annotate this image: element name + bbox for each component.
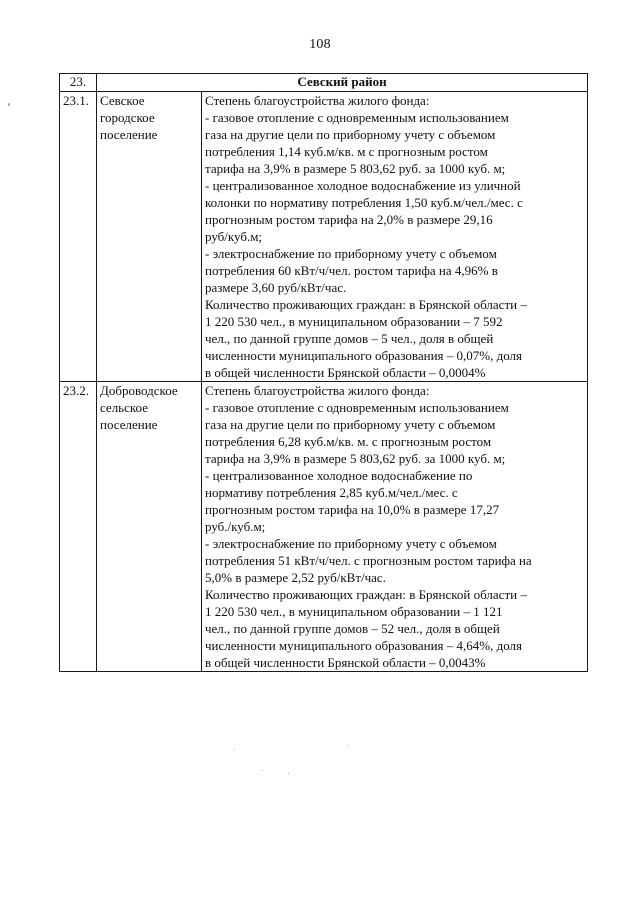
description-line: чел., по данной группе домов – 52 чел., доля в общей [205, 621, 500, 636]
description-line: прогнозным ростом тарифа на 2,0% в размере 29,16 [205, 212, 493, 227]
description-line: газа на другие цели по приборному учету с объемом [205, 417, 496, 432]
municipality-name-line: Севское [100, 93, 145, 108]
description-line: - централизованное холодное водоснабжение по [205, 468, 473, 483]
description-line: в общей численности Брянской области – 0,0004% [205, 365, 486, 380]
description-line: колонки по нормативу потребления 1,50 куб.м/чел./мес. с [205, 195, 523, 210]
description-line: - централизованное холодное водоснабжение из уличной [205, 178, 521, 193]
page-number: 108 [309, 37, 331, 52]
description-line: тарифа на 3,9% в размере 5 803,62 руб. за 1000 куб. м; [205, 161, 506, 176]
housing-description [202, 382, 588, 672]
description-line: руб./куб.м; [205, 519, 266, 534]
description-line: газа на другие цели по приборному учету с объемом [205, 127, 496, 142]
description-line: чел., по данной группе домов – 5 чел., доля в общей [205, 331, 494, 346]
scan-speck [348, 745, 349, 746]
description-line: 1 220 530 чел., в муниципальном образовании – 1 121 [205, 604, 503, 619]
row-number: 23.2. [60, 382, 97, 672]
description-line: тарифа на 3,9% в размере 5 803,62 руб. за 1000 куб. м; [205, 451, 506, 466]
description-line: потребления 1,14 куб.м/кв. м с прогнозным ростом [205, 144, 488, 159]
table-row [60, 382, 588, 672]
scan-speck [8, 103, 10, 106]
municipality-name-line: поселение [100, 417, 158, 432]
housing-description [202, 92, 588, 382]
description-line: - электроснабжение по приборному учету с объемом [205, 536, 497, 551]
description-line: - газовое отопление с одновременным использованием [205, 400, 509, 415]
municipality-name-line: сельское [100, 400, 148, 415]
row-number: 23.1. [60, 92, 97, 382]
description-line: потребления 51 кВт/ч/чел. с прогнозным ростом тарифа на [205, 553, 532, 568]
description-line: в общей численности Брянской области – 0,0043% [205, 655, 486, 670]
description-line: численности муниципального образования – 4,64%, доля [205, 638, 523, 653]
municipality-name-line: городское [100, 110, 155, 125]
description-line: 5,0% в размере 2,52 руб/кВт/час. [205, 570, 386, 585]
municipality-name [97, 382, 202, 672]
region-title: Севский район [97, 74, 588, 92]
description-line: - электроснабжение по приборному учету с объемом [205, 246, 497, 261]
municipality-name-line: Доброводское [100, 383, 178, 398]
region-header-row [60, 74, 588, 92]
municipality-name [97, 92, 202, 382]
description-line: нормативу потребления 2,85 куб.м/чел./мес. с [205, 485, 458, 500]
description-line: потребления 6,28 куб.м/кв. м. с прогнозным ростом [205, 434, 492, 449]
description-line: - газовое отопление с одновременным использованием [205, 110, 509, 125]
description-line: Степень благоустройства жилого фонда: [205, 383, 430, 398]
scan-speck [262, 770, 263, 771]
table-row [60, 92, 588, 382]
scan-speck [234, 749, 235, 750]
description-line: Количество проживающих граждан: в Брянской области – [205, 587, 527, 602]
description-line: Степень благоустройства жилого фонда: [205, 93, 430, 108]
region-number: 23. [60, 74, 97, 92]
scan-speck [288, 773, 289, 774]
description-line: 1 220 530 чел., в муниципальном образовании – 7 592 [205, 314, 503, 329]
description-line: Количество проживающих граждан: в Брянской области – [205, 297, 527, 312]
description-line: руб/куб.м; [205, 229, 263, 244]
tariff-table [59, 73, 588, 672]
municipality-name-line: поселение [100, 127, 158, 142]
description-line: численности муниципального образования – 0,07%, доля [205, 348, 523, 363]
description-line: потребления 60 кВт/ч/чел. ростом тарифа на 4,96% в [205, 263, 498, 278]
description-line: прогнозным ростом тарифа на 10,0% в размере 17,27 [205, 502, 500, 517]
description-line: размере 3,60 руб/кВт/час. [205, 280, 347, 295]
